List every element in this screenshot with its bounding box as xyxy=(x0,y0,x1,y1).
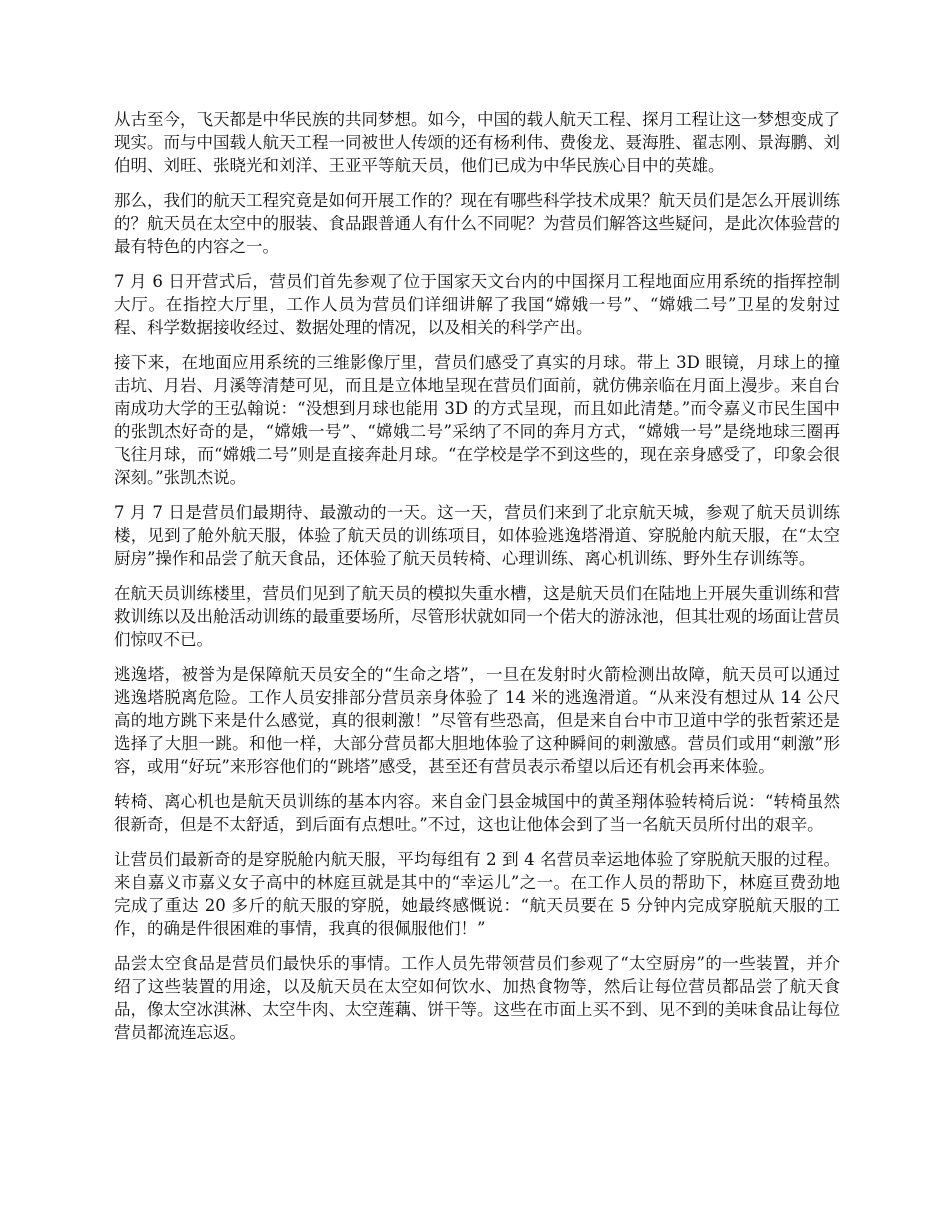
paragraph-4: 接下来，在地面应用系统的三维影像厅里，营员们感受了真实的月球。带上 3D 眼镜，月球上的撞击坑、月岩、月溪等清楚可见，而且是立体地呈现在营员们面前，就仿佛亲临在月面上漫步。来自台南成功大学的王弘翰说：“没想到月球也能用 3D 的方式呈现，而且如此清楚。”而令嘉义市民生国中的张凯杰好奇的是，“嫦娥一号”、“嫦娥二号”采纳了不同的奔月方式，“嫦娥一号”是绕地球三圈再飞往月球，而“嫦娥二号”则是直接奔赴月球。“在学校是学不到这些的，现在亲身感受了，印象会很深刻。”张凯杰说。 xyxy=(114,353,840,487)
article-body xyxy=(114,108,840,1056)
paragraph-7: 逃逸塔，被誉为是保障航天员安全的“生命之塔”，一旦在发射时火箭检测出故障，航天员可以通过逃逸塔脱离危险。工作人员安排部分营员亲身体验了 14 米的逃逸滑道。“从来没有想过从 14 公尺高的地方跳下来是什么感觉，真的很刺激！”尽管有些恐高，但是来自台中市卫道中学的张哲萦还是选择了大胆一跳。和他一样，大部分营员都大胆地体验了这种瞬间的刺激感。营员们或用“刺激”形容，或用“好玩”来形容他们的“跳塔”感受，甚至还有营员表示希望以后还有机会再来体验。 xyxy=(114,665,840,776)
paragraph-6: 在航天员训练楼里，营员们见到了航天员的模拟失重水槽，这是航天员们在陆地上开展失重训练和营救训练以及出舱活动训练的最重要场所，尽管形状就如同一个偌大的游泳池，但其壮观的场面让营员们惊叹不已。 xyxy=(114,584,840,649)
paragraph-2: 那么，我们的航天工程究竟是如何开展工作的？现在有哪些科学技术成果？航天员们是怎么开展训练的？航天员在太空中的服装、食品跟普通人有什么不同呢？为营员们解答这些疑问，是此次体验营的最有特色的内容之一。 xyxy=(114,191,840,256)
paragraph-10: 品尝太空食品是营员们最快乐的事情。工作人员先带领营员们参观了“太空厨房”的一些装置，并介绍了这些装置的用途，以及航天员在太空如何饮水、加热食物等，然后让每位营员都品尝了航天食品，像太空冰淇淋、太空牛肉、太空莲藕、饼干等。这些在市面上买不到、见不到的美味食品让每位营员都流连忘返。 xyxy=(114,954,840,1042)
paragraph-1: 从古至今，飞天都是中华民族的共同梦想。如今，中国的载人航天工程、探月工程让这一梦想变成了现实。而与中国载人航天工程一同被世人传颂的还有杨利伟、费俊龙、聂海胜、翟志刚、景海鹏、刘伯明、刘旺、张晓光和刘洋、王亚平等航天员，他们已成为中华民族心目中的英雄。 xyxy=(114,110,840,175)
paragraph-8: 转椅、离心机也是航天员训练的基本内容。来自金门县金城国中的黄圣翔体验转椅后说：“转椅虽然很新奇，但是不太舒适，到后面有点想吐。”不过，这也让他体会到了当一名航天员所付出的艰辛。 xyxy=(114,792,840,834)
paragraph-5: 7 月 7 日是营员们最期待、最激动的一天。这一天，营员们来到了北京航天城，参观了航天员训练楼，见到了舱外航天服，体验了航天员的训练项目，如体验逃逸塔滑道、穿脱舱内航天服，在“太空厨房”操作和品尝了航天食品，还体验了航天员转椅、心理训练、离心机训练、野外生存训练等。 xyxy=(114,503,840,568)
paragraph-3: 7 月 6 日开营式后，营员们首先参观了位于国家天文台内的中国探月工程地面应用系统的指挥控制大厅。在指控大厅里，工作人员为营员们详细讲解了我国“嫦娥一号”、“嫦娥二号”卫星的发射过程、科学数据接收经过、数据处理的情况，以及相关的科学产出。 xyxy=(114,272,840,337)
paragraph-9: 让营员们最新奇的是穿脱舱内航天服，平均每组有 2 到 4 名营员幸运地体验了穿脱航天服的过程。来自嘉义市嘉义女子高中的林庭亘就是其中的“幸运儿”之一。在工作人员的帮助下，林庭亘费劲地完成了重达 20 多斤的航天服的穿脱，她最终感慨说：“航天员要在 5 分钟内完成穿脱航天服的工作，的确是件很困难的事情，我真的很佩服他们！” xyxy=(114,850,840,938)
